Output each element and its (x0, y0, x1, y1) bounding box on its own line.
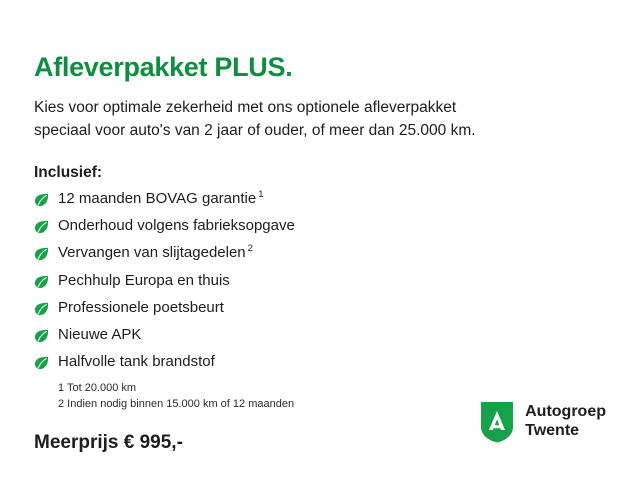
list-item (34, 325, 606, 345)
leaf-bullet-icon (34, 301, 49, 316)
feature-label: Vervangen van slijtagedelen $^2$ (58, 243, 253, 262)
section-label-inclusief: Inclusief: (34, 163, 103, 181)
feature-label: Professionele poetsbeurt (58, 298, 224, 316)
footnote-2: 2 Indien nodig binnen 15.000 km of 12 maanden (58, 398, 295, 411)
footnote-1: 1 Tot 20.000 km (58, 381, 137, 394)
intro-line-1: Kies voor optimale zekerheid met ons optionele afleverpakket (34, 99, 457, 117)
feature-label: Pechhulp Europa en thuis (58, 271, 230, 289)
list-item (34, 216, 606, 236)
leaf-bullet-icon (34, 274, 49, 289)
list-item (34, 352, 606, 372)
features-list (34, 189, 606, 373)
feature-label: Onderhoud volgens fabrieksopgave (58, 217, 295, 235)
leaf-bullet-icon (34, 355, 49, 370)
feature-footnote-marker: 2 (247, 243, 253, 255)
logo (478, 400, 606, 444)
intro-paragraph (34, 97, 564, 142)
price-label: Meerprijs € 995,- (34, 431, 183, 453)
intro-line-2: speciaal voor auto's van 2 jaar of ouder, of meer dan 25.000 km. (34, 121, 476, 139)
feature-label: Halfvolle tank brandstof (58, 353, 215, 371)
list-item (34, 298, 606, 318)
feature-footnote-marker: 1 (258, 188, 264, 200)
list-item (34, 189, 606, 209)
logo-line-2: Twente (525, 422, 580, 439)
logo-line-1: Autogroep (525, 403, 606, 421)
leaf-bullet-icon (34, 192, 49, 207)
logo-text (525, 403, 606, 441)
autogroep-twente-shield-icon (478, 400, 516, 444)
leaf-bullet-icon (34, 328, 49, 343)
page-title: Afleverpakket PLUS. (34, 52, 293, 82)
list-item (34, 271, 606, 291)
leaf-bullet-icon (34, 219, 49, 234)
feature-label: 12 maanden BOVAG garantie $^1$ (58, 188, 264, 207)
leaf-bullet-icon (34, 246, 49, 261)
feature-label: Nieuwe APK (58, 326, 142, 344)
list-item (34, 243, 606, 263)
